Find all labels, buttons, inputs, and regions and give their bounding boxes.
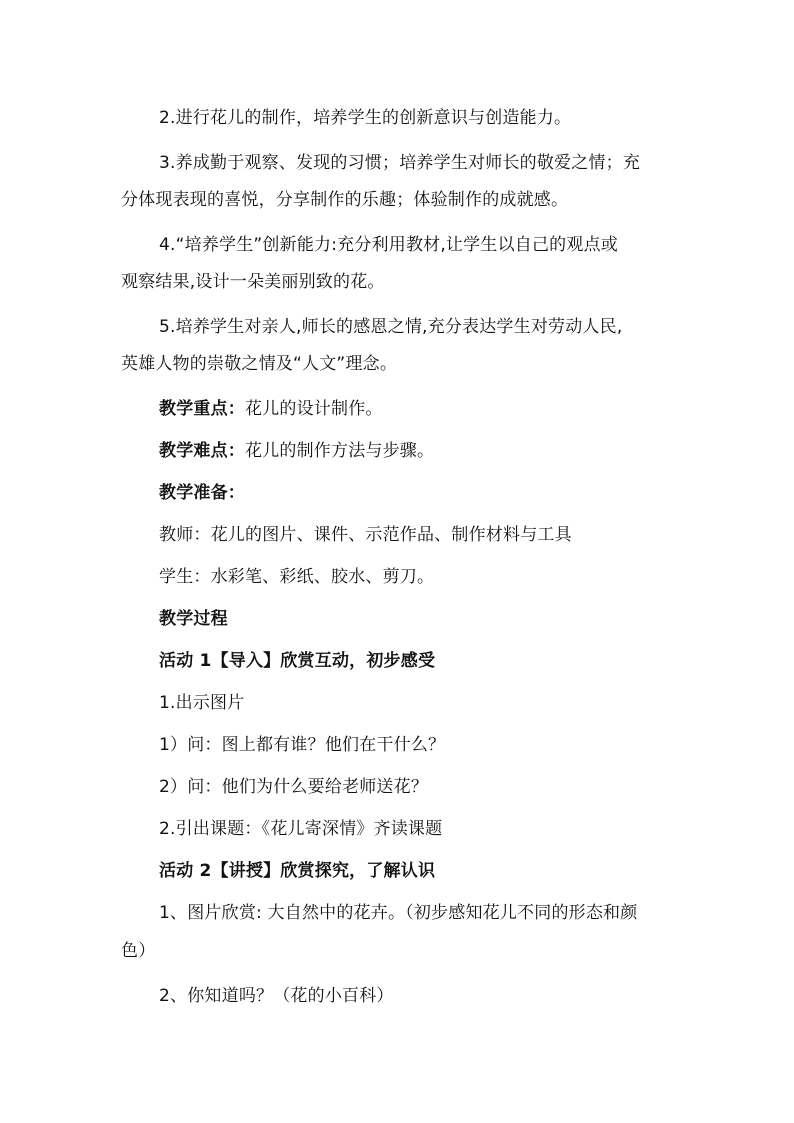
teaching-process-heading: 教学过程 — [159, 609, 228, 629]
teaching-focus-text: 花儿的设计制作。 — [245, 399, 383, 419]
teacher-materials: 教师：花儿的图片、课件、示范作品、制作材料与工具 — [159, 525, 572, 545]
teaching-focus — [159, 397, 383, 421]
teaching-preparation-heading: 教学准备： — [159, 483, 245, 503]
paragraph-objective-2: 2.进行花儿的制作，培养学生的创新意识与创造能力。 — [159, 108, 572, 128]
activity-1-step-1: 1.出示图片 — [159, 693, 245, 713]
paragraph-objective-3-line-1: 3.养成勤于观察、发现的习惯；培养学生对师长的敬爱之情；充 — [159, 153, 641, 173]
teaching-difficulty-text: 花儿的制作方法与步骤。 — [245, 441, 435, 461]
activity-1-step-2: 2.引出课题：《花儿寄深情》齐读课题 — [159, 819, 443, 839]
activity-2-heading: 活动 2【讲授】欣赏探究，了解认识 — [159, 861, 436, 881]
teaching-difficulty — [159, 439, 434, 463]
activity-2-step-1-line-2: 色） — [121, 941, 156, 961]
paragraph-objective-5-line-1: 5.培养学生对亲人,师长的感恩之情,充分表达学生对劳动人民, — [159, 317, 623, 337]
activity-1-heading: 活动 1【导入】欣赏互动，初步感受 — [159, 651, 436, 671]
teaching-difficulty-label: 教学难点： — [159, 441, 245, 461]
paragraph-objective-3-line-2: 分体现表现的喜悦，分享制作的乐趣；体验制作的成就感。 — [121, 190, 569, 210]
teaching-focus-label: 教学重点： — [159, 399, 245, 419]
paragraph-objective-4-line-1: 4.“培养学生”创新能力:充分利用教材,让学生以自己的观点或 — [159, 235, 618, 255]
activity-1-question-1: 1）问：图上都有谁？他们在干什么？ — [159, 735, 446, 755]
activity-2-step-2: 2、你知道吗？（花的小百科） — [159, 986, 394, 1006]
student-materials: 学生：水彩笔、彩纸、胶水、剪刀。 — [159, 567, 435, 587]
activity-2-step-1-line-1: 1、图片欣赏: 大自然中的花卉。（初步感知花儿不同的形态和颜 — [159, 903, 638, 923]
paragraph-objective-4-line-2: 观察结果,设计一朵美丽别致的花。 — [121, 272, 385, 292]
paragraph-objective-5-line-2: 英雄人物的崇敬之情及“人文”理念。 — [121, 354, 398, 374]
activity-1-question-2: 2）问：他们为什么要给老师送花？ — [159, 777, 429, 797]
